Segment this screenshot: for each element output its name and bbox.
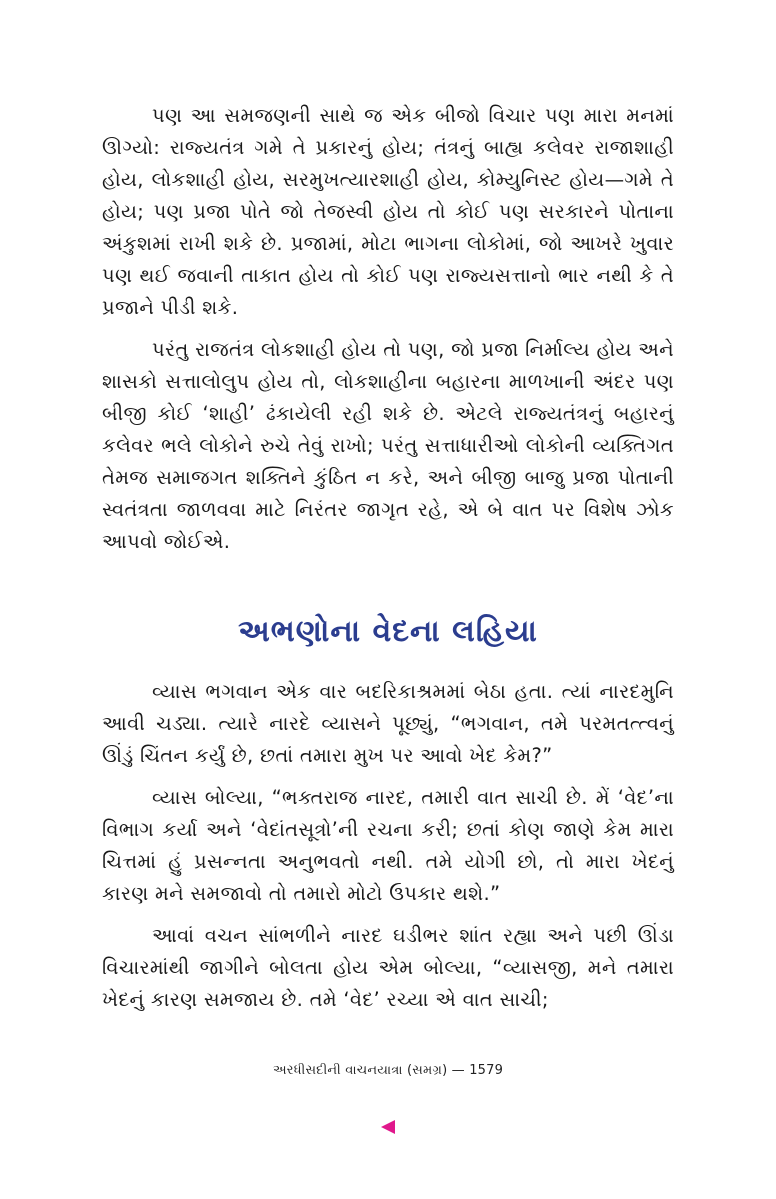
page-content — [102, 100, 674, 1016]
previous-page-arrow-icon[interactable] — [381, 1120, 395, 1134]
body-paragraph: પણ આ સમજણની સાથે જ એક બીજો વિચાર પણ મારા મનમાં ઊગ્યો: રાજ્યતંત્ર ગમે તે પ્રકારનું હોય; તંત્રનું બાહ્ય કલેવર રાજાશાહી હોય, લોકશાહી હોય, સરમુખત્યારશાહી હોય, કોમ્યુનિસ્ટ હોય—ગમે તે હોય; પણ પ્રજા પોતે જો તેજસ્વી હોય તો કોઈ પણ સરકારને પોતાના અંકુશમાં રાખી શકે છે. પ્રજામાં, મોટા ભાગના લોકોમાં, જો આખરે ખુવાર પણ થઈ જવાની તાકાત હોય તો કોઈ પણ રાજ્યસત્તાનો ભાર નથી કે તે પ્રજાને પીડી શકે. — [102, 104, 674, 319]
body-paragraph: આવાં વચન સાંભળીને નારદ ઘડીભર શાંત રહ્યા અને પછી ઊંડા વિચારમાંથી જાગીને બોલતા હોય એમ બોલ્યા, “વ્યાસજી, મને તમારા ખેદનું કારણ સમજાય છે. તમે ‘વેદ’ રચ્યા એ વાત સાચી; — [102, 924, 674, 1011]
section-spacer — [102, 558, 674, 610]
section-heading: અભણોના વેદના લહિયા — [238, 614, 538, 649]
body-paragraph: વ્યાસ ભગવાન એક વાર બદરિકાશ્રમમાં બેઠા હતા. ત્યાં નારદમુનિ આવી ચડ્યા. ત્યારે નારદે વ્યાસને પૂછ્યું, “ભગવાન, તમે પરમતત્ત્વનું ઊંડું ચિંતન કર્યું છે, છતાં તમારા મુખ પર આવો ખેદ કેમ?” — [102, 680, 674, 767]
body-paragraph: વ્યાસ બોલ્યા, “ભક્તરાજ નારદ, તમારી વાત સાચી છે. મેં ‘વેદ’ના વિભાગ કર્યા અને ‘વેદાંતસૂત્રો’ની રચના કરી; છતાં કોણ જાણે કેમ મારા ચિત્તમાં હું પ્રસન્નતા અનુભવતો નથી. તમે યોગી છો, તો મારા ખેદનું કારણ મને સમજાવો તો તમારો મોટો ઉપકાર થશે.” — [102, 786, 674, 905]
body-paragraph: પરંતુ રાજતંત્ર લોકશાહી હોય તો પણ, જો પ્રજા નિર્માલ્ય હોય અને શાસકો સત્તાલોલુપ હોય તો, લોકશાહીના બહારના માળખાની અંદર પણ બીજી કોઈ ‘શાહી’ ઢંકાયેલી રહી શકે છે. એટલે રાજ્યતંત્રનું બહારનું કલેવર ભલે લોકોને રુચે તેવું રાખો; પરંતુ સત્તાધારીઓ લોકોની વ્યક્તિગત તેમજ સમાજગત શક્તિને કુંઠિત ન કરે, અને બીજી બાજુ પ્રજા પોતાની સ્વતંત્રતા જાળવવા માટે નિરંતર જાગૃત રહે, એ બે વાત પર વિશેષ ઝોક આપવો જોઈએ. — [102, 338, 674, 553]
page-footer: અરધીસદીની વાચનયાત્રા (સમગ્ર) — 1579 — [272, 1063, 504, 1078]
